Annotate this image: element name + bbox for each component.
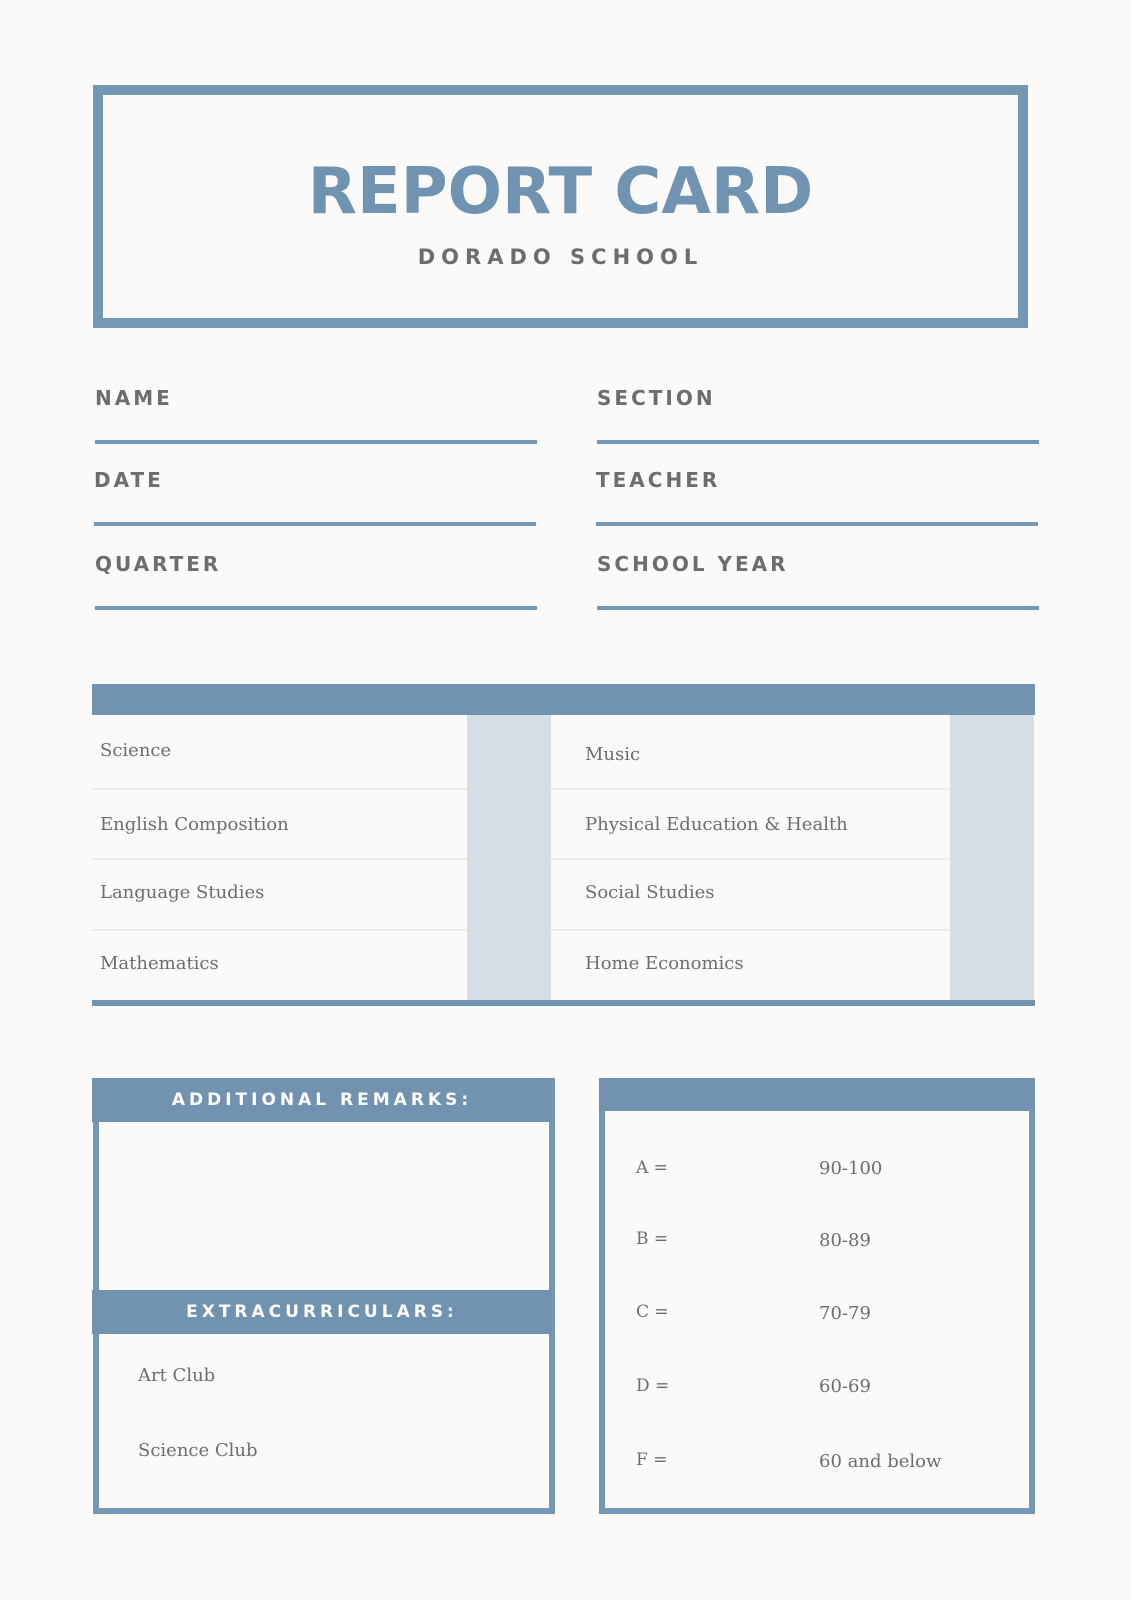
header-box [93, 85, 1028, 328]
grade-letter-f: F = [636, 1450, 668, 1470]
grade-range-f: 60 and below [819, 1451, 942, 1472]
grade-column-right[interactable] [950, 715, 1034, 1002]
row-divider [92, 788, 467, 790]
subject-english-composition: English Composition [100, 814, 289, 835]
subject-home-economics: Home Economics [585, 953, 744, 974]
extracurricular-item: Art Club [138, 1365, 216, 1386]
subject-social-studies: Social Studies [585, 882, 715, 903]
remarks-heading-band [92, 1078, 552, 1122]
extracurricular-item: Science Club [138, 1440, 258, 1461]
subject-mathematics: Mathematics [100, 953, 219, 974]
subjects-table-bottom-border [92, 1000, 1035, 1006]
subject-music: Music [585, 744, 641, 765]
section-label: SECTION [597, 386, 716, 410]
grade-letter-a: A = [636, 1158, 668, 1178]
grading-scale-header [599, 1078, 1035, 1111]
date-label: DATE [94, 468, 164, 492]
grade-letter-c: C = [636, 1302, 669, 1322]
subject-physical-education-health: Physical Education & Health [585, 814, 848, 835]
date-field[interactable] [94, 456, 536, 526]
quarter-label: QUARTER [95, 552, 222, 576]
grade-column-left[interactable] [467, 715, 551, 1002]
subjects-table-header [92, 684, 1035, 715]
subject-science: Science [100, 740, 172, 761]
row-divider [92, 929, 467, 931]
row-divider [551, 858, 950, 860]
grading-scale-box [599, 1078, 1035, 1514]
extracurriculars-heading: EXTRACURRICULARS: [186, 1302, 458, 1322]
teacher-field[interactable] [596, 456, 1038, 526]
remarks-heading: ADDITIONAL REMARKS: [171, 1090, 473, 1110]
row-divider [551, 788, 950, 790]
name-field[interactable] [95, 374, 537, 444]
page-title: REPORT CARD [307, 155, 814, 229]
grade-letter-d: D = [636, 1376, 670, 1396]
school-year-label: SCHOOL YEAR [597, 552, 789, 576]
quarter-field[interactable] [95, 540, 537, 610]
grade-letter-b: B = [636, 1229, 669, 1249]
grade-range-a: 90-100 [819, 1158, 883, 1179]
grade-range-b: 80-89 [819, 1230, 871, 1251]
grade-range-c: 70-79 [819, 1303, 871, 1324]
school-year-field[interactable] [597, 540, 1039, 610]
subject-language-studies: Language Studies [100, 882, 265, 903]
grade-range-d: 60-69 [819, 1376, 871, 1397]
section-field[interactable] [597, 374, 1039, 444]
extracurriculars-heading-band [92, 1290, 552, 1334]
name-label: NAME [95, 386, 173, 410]
row-divider [551, 929, 950, 931]
row-divider [92, 858, 467, 860]
school-name: DORADO SCHOOL [417, 245, 704, 269]
teacher-label: TEACHER [596, 468, 721, 492]
